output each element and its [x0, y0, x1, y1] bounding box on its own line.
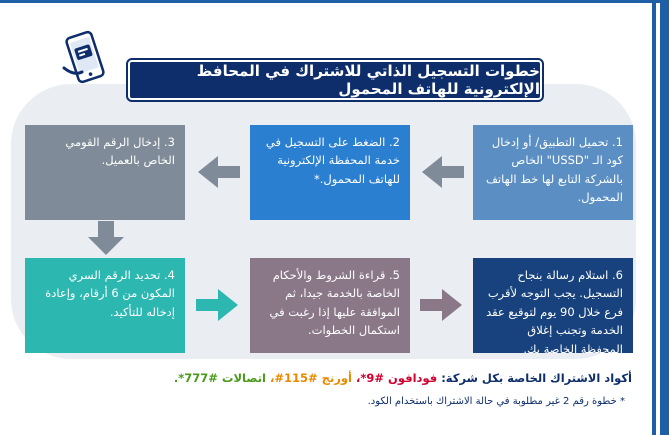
etisalat-code: اتصالات #777*.	[173, 371, 266, 385]
codes-intro: أكواد الاشتراك الخاصة بكل شركة:	[441, 371, 632, 385]
right-border-inner	[652, 0, 656, 435]
arrow-left-icon	[420, 152, 464, 192]
step-2-box: 2. الضغط على التسجيل في خدمة المحفظة الإلكترونية للهاتف المحمول.*	[250, 125, 410, 220]
arrow-right-icon	[420, 285, 464, 325]
step-3-box: 3. إدخال الرقم القومي الخاص بالعميل.	[25, 125, 185, 220]
orange-code: أورنج #115#،	[269, 371, 352, 385]
right-border	[660, 0, 669, 435]
arrow-down-icon	[86, 221, 126, 255]
top-border	[0, 0, 660, 3]
step-4-box: 4. تحديد الرقم السري المكون من 6 أرقام، وإعادة إدخاله للتأكيد.	[25, 258, 185, 353]
arrow-left-icon	[196, 152, 240, 192]
step-5-box: 5. قراءة الشروط والأحكام الخاصة بالخدمة جيدا، ثم الموافقة عليها إذا رغبت في استكمال الخطوات.	[250, 258, 410, 353]
mobile-wallet-icon	[60, 28, 110, 86]
arrow-right-icon	[196, 285, 240, 325]
step-1-box: 1. تحميل التطبيق/ أو إدخال كود الـ "USSD" الخاص بالشركة التابع لها خط الهاتف المحمول.	[473, 125, 633, 220]
subscription-codes	[20, 371, 632, 385]
vodafone-code: فودافون #9*،	[356, 371, 438, 385]
footnote: * خطوة رقم 2 غير مطلوبة في حالة الاشتراك باستخدام الكود.	[367, 396, 625, 407]
page-title: خطوات التسجيل الذاتي للاشتراك في المحافظ الإلكترونية للهاتف المحمول	[128, 60, 542, 100]
step-6-box: 6. استلام رسالة بنجاح التسجيل. يجب التوجه لأقرب فرع خلال 90 يوم لتوقيع عقد الخدمة وتجنب إغلاق المحفظة الخاصة بك.	[473, 258, 633, 353]
